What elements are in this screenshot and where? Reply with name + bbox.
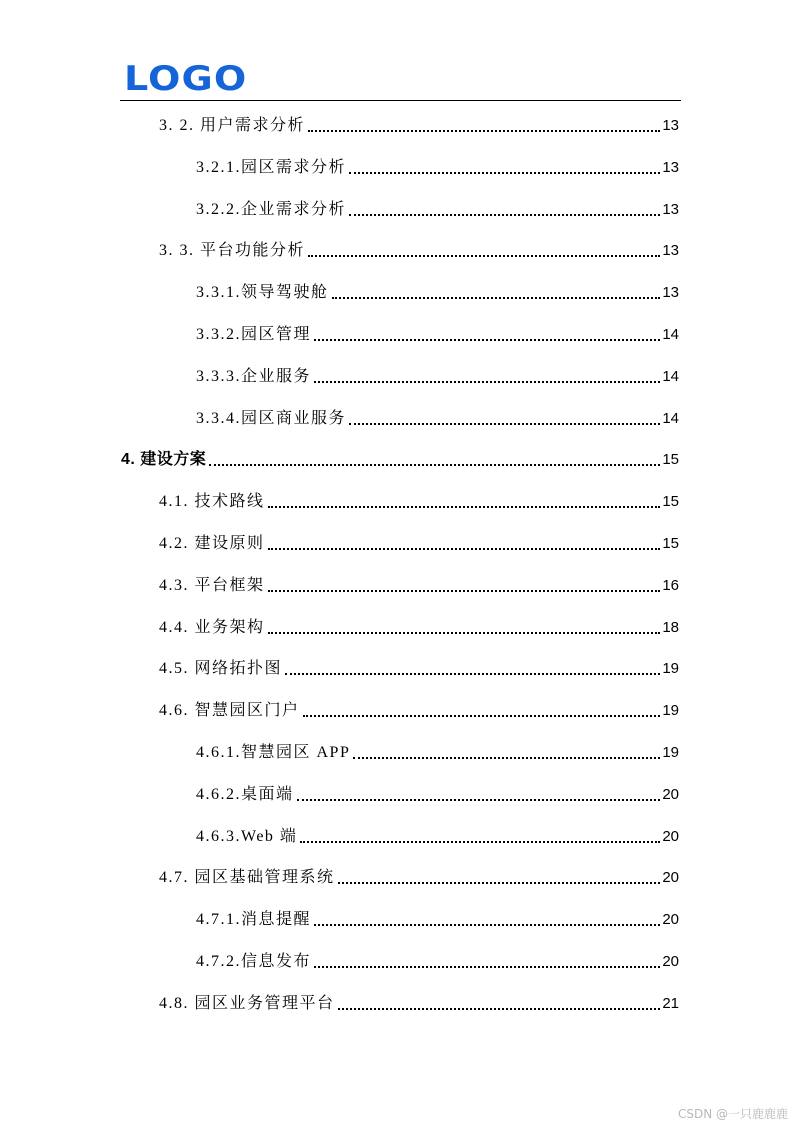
toc-leader-dots — [314, 339, 660, 341]
header-rule — [120, 100, 681, 101]
toc-entry[interactable] — [159, 110, 679, 136]
toc-entry-label: 3.3.4.园区商业服务 — [196, 409, 347, 427]
toc-entry-page: 20 — [662, 785, 679, 803]
toc-entry-label: 4.2. 建设原则 — [159, 535, 265, 552]
toc-entry-label: 4.7. 园区基础管理系统 — [159, 869, 335, 887]
toc-entry-label: 4. 建设方案 — [121, 451, 207, 469]
toc-entry-page: 20 — [662, 911, 679, 929]
toc-entry[interactable] — [159, 486, 679, 512]
toc-leader-dots — [338, 1008, 661, 1010]
toc-entry[interactable] — [159, 695, 679, 721]
toc-entry-label: 3.3.1.领导驾驶舱 — [196, 284, 329, 302]
toc-leader-dots — [338, 882, 661, 884]
toc-leader-dots — [300, 841, 660, 843]
toc-entry[interactable] — [196, 403, 679, 429]
toc-entry[interactable] — [196, 946, 679, 972]
toc-entry-page: 15 — [662, 451, 679, 469]
toc-entry[interactable] — [196, 821, 679, 847]
toc-leader-dots — [285, 673, 660, 675]
toc-entry-page: 19 — [662, 702, 679, 720]
toc-entry-page: 13 — [662, 284, 679, 302]
toc-entry[interactable] — [159, 862, 679, 888]
toc-entry-page: 19 — [662, 660, 679, 678]
toc-entry-page: 14 — [662, 409, 679, 427]
toc-leader-dots — [268, 590, 661, 592]
toc-entry-label: 3. 2. 用户需求分析 — [159, 117, 306, 134]
toc-entry-label: 4.3. 平台框架 — [159, 576, 265, 594]
toc-leader-dots — [349, 172, 660, 174]
toc-entry-label: 4.1. 技术路线 — [159, 493, 265, 511]
toc-entry[interactable] — [159, 988, 679, 1014]
toc-entry-page: 14 — [662, 326, 679, 343]
toc-entry-page: 18 — [662, 618, 679, 636]
toc-entry-page: 13 — [662, 200, 679, 218]
toc-entry[interactable] — [121, 444, 679, 470]
toc-entry[interactable] — [159, 528, 679, 554]
toc-entry-label: 4.7.2.信息发布 — [196, 953, 312, 970]
toc-entry-page: 16 — [662, 576, 679, 594]
toc-entry-label: 4.7.1.消息提醒 — [196, 911, 312, 929]
toc-entry[interactable] — [196, 361, 679, 387]
toc-entry-label: 4.6. 智慧园区门户 — [159, 702, 300, 720]
toc-entry[interactable] — [159, 235, 679, 261]
toc-leader-dots — [314, 966, 660, 968]
toc-entry-label: 4.8. 园区业务管理平台 — [159, 994, 335, 1012]
toc-entry-page: 15 — [662, 535, 679, 552]
toc-leader-dots — [268, 632, 661, 634]
toc-entry-label: 3. 3. 平台功能分析 — [159, 242, 306, 260]
toc-leader-dots — [209, 464, 660, 466]
toc-leader-dots — [349, 214, 660, 216]
toc-entry-label: 3.2.2.企业需求分析 — [196, 200, 347, 218]
toc-entry-page: 13 — [662, 117, 679, 134]
toc-entry-label: 4.4. 业务架构 — [159, 618, 265, 636]
toc-entry[interactable] — [196, 737, 679, 763]
toc-entry-page: 13 — [662, 242, 679, 260]
toc-entry[interactable] — [196, 194, 679, 220]
toc-entry-label: 4.6.2.桌面端 — [196, 785, 294, 803]
toc-entry-page: 14 — [662, 367, 679, 385]
toc-entry[interactable] — [159, 612, 679, 638]
toc-entry-label: 4.6.1.智慧园区 APP — [196, 744, 351, 761]
watermark: CSDN @一只鹿鹿鹿 — [677, 1107, 788, 1121]
toc-entry-page: 19 — [662, 744, 679, 761]
toc-leader-dots — [308, 130, 660, 132]
toc-leader-dots — [332, 297, 661, 299]
toc-leader-dots — [303, 715, 661, 717]
toc-leader-dots — [268, 548, 661, 550]
toc-leader-dots — [314, 381, 660, 383]
toc-entry[interactable] — [159, 570, 679, 596]
toc-entry-page: 20 — [662, 953, 679, 970]
toc-entry-label: 4.6.3.Web 端 — [196, 827, 298, 845]
toc-entry-page: 21 — [662, 994, 679, 1012]
toc-entry[interactable] — [196, 152, 679, 178]
toc-entry[interactable] — [196, 904, 679, 930]
toc-entry[interactable] — [196, 277, 679, 303]
logo: LOGO — [124, 59, 248, 99]
toc-entry-label: 3.3.3.企业服务 — [196, 367, 312, 385]
toc-entry-page: 13 — [662, 158, 679, 176]
toc-leader-dots — [268, 506, 661, 508]
toc-leader-dots — [308, 255, 660, 257]
toc-leader-dots — [353, 757, 660, 759]
toc-leader-dots — [297, 799, 661, 801]
toc-entry[interactable] — [196, 779, 679, 805]
toc-leader-dots — [349, 423, 660, 425]
toc-entry-label: 3.3.2.园区管理 — [196, 326, 312, 343]
toc-entry-page: 20 — [662, 869, 679, 887]
toc-leader-dots — [314, 924, 660, 926]
toc-entry-label: 4.5. 网络拓扑图 — [159, 660, 283, 678]
toc-entry[interactable] — [196, 319, 679, 345]
toc-entry-page: 20 — [662, 827, 679, 845]
toc-entry-label: 3.2.1.园区需求分析 — [196, 158, 347, 176]
toc-entry-page: 15 — [662, 493, 679, 511]
toc-entry[interactable] — [159, 653, 679, 679]
